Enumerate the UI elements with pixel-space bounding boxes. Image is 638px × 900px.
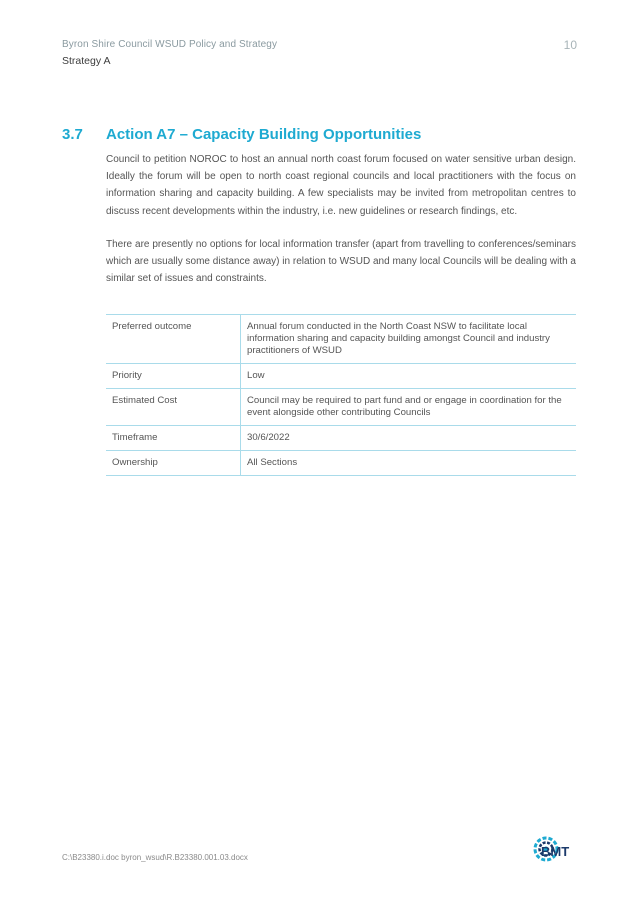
row-value: Council may be required to part fund and or engage in coordination for the event alongside other contributing Councils [241, 389, 577, 426]
page-number: 10 [563, 38, 577, 52]
action-summary-table [106, 314, 576, 476]
row-value: Annual forum conducted in the North Coast NSW to facilitate local information sharing and capacity building amongst Council and industry practitioners of WSUD [241, 315, 577, 364]
table-row [106, 315, 576, 364]
table-row [106, 451, 576, 476]
document-subtitle: Strategy A [62, 55, 111, 67]
row-label: Priority [106, 364, 241, 389]
row-label: Ownership [106, 451, 241, 476]
row-value: 30/6/2022 [241, 426, 577, 451]
paragraph: Council to petition NOROC to host an annual north coast forum focused on water sensitive urban design. Ideally the forum will be open to north coast regional councils and local practitioners with the focus on information sharing and capacity building. A few specialists may be invited from metropolitan centres to discuss recent developments within the industry, i.e. new guidelines or research findings, etc. [106, 154, 576, 217]
file-path: C:\B23380.i.doc byron_wsud\R.B23380.001.03.docx [62, 853, 248, 862]
row-label: Timeframe [106, 426, 241, 451]
paragraph: There are presently no options for local information transfer (apart from travelling to conferences/seminars which are usually some distance away) in relation to WSUD and many local Councils will be dealing with a similar set of issues and constraints. [106, 239, 576, 285]
document-title: Byron Shire Council WSUD Policy and Strategy [62, 39, 278, 50]
row-value: Low [241, 364, 577, 389]
row-label: Estimated Cost [106, 389, 241, 426]
table-row [106, 389, 576, 426]
table-row [106, 364, 576, 389]
table-row [106, 426, 576, 451]
logo-text: BMT [541, 844, 570, 859]
row-value: All Sections [241, 451, 577, 476]
section-title: Action A7 – Capacity Building Opportunities [106, 126, 422, 143]
section-number: 3.7 [62, 126, 83, 143]
row-label: Preferred outcome [106, 315, 241, 364]
